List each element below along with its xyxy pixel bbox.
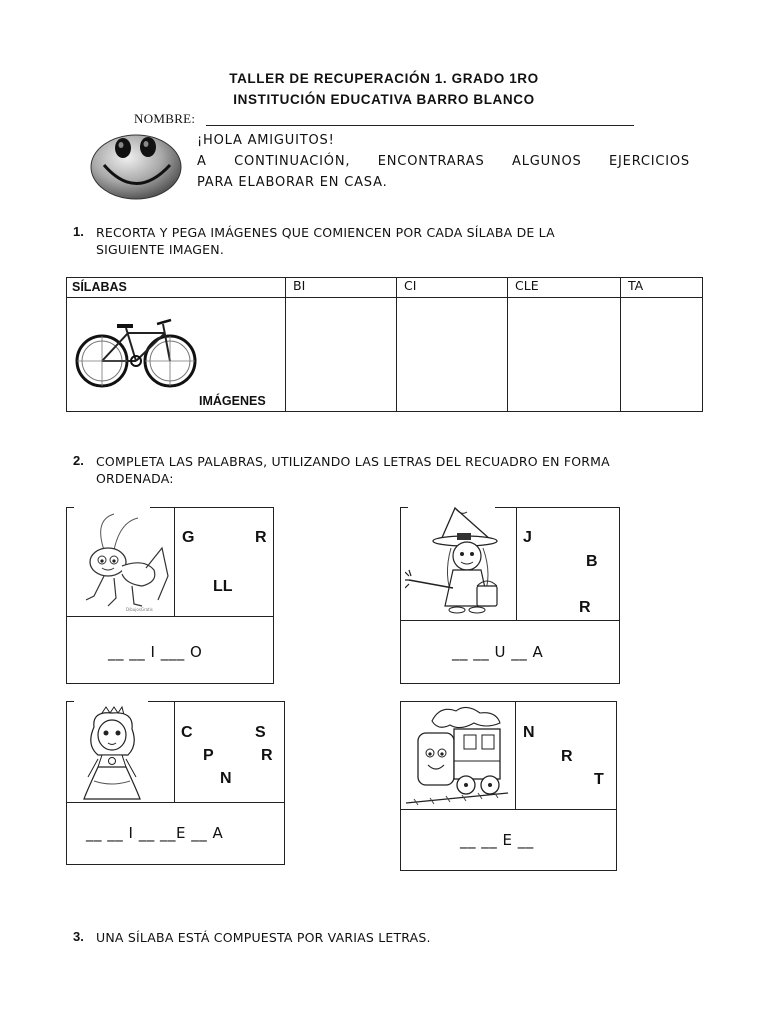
question-3-number: 3. bbox=[73, 929, 84, 944]
box-4-letter-r: R bbox=[561, 748, 573, 765]
syllable-cell-bi bbox=[286, 278, 397, 298]
box-4-letter-n: N bbox=[523, 724, 535, 741]
box-2-word-blanks[interactable]: __ __ U __ A bbox=[452, 643, 544, 661]
box-1-letter-r: R bbox=[255, 529, 267, 546]
box-2-letter-r: R bbox=[579, 599, 591, 616]
syllable-cell-ta bbox=[621, 278, 703, 298]
syllable-ta: TA bbox=[628, 278, 644, 293]
paste-cell-ci[interactable] bbox=[397, 298, 508, 412]
syllable-cle: CLE bbox=[515, 278, 539, 293]
paste-cell-ta[interactable] bbox=[621, 298, 703, 412]
syllable-bi: BI bbox=[293, 278, 306, 293]
box-1-letter-g: G bbox=[182, 529, 195, 546]
bicycle-image-cell bbox=[67, 298, 286, 412]
syllable-ci: CI bbox=[404, 278, 417, 293]
box-1-letter-ll: LL bbox=[213, 578, 233, 595]
box-3-word-blanks[interactable]: __ __ I __ __E __ A bbox=[86, 824, 224, 842]
svg-text:DibujosGratis: DibujosGratis bbox=[126, 607, 153, 612]
witch-icon bbox=[405, 506, 513, 616]
box-2-letter-b: B bbox=[586, 553, 598, 570]
paste-cell-cle[interactable] bbox=[508, 298, 621, 412]
syllables-table bbox=[66, 277, 703, 412]
syllable-cell-ci bbox=[397, 278, 508, 298]
name-line[interactable] bbox=[206, 125, 634, 126]
box-3-letter-p: P bbox=[203, 747, 214, 764]
intro-line-1: A CONTINUACIÓN, ENCONTRARAS ALGUNOS EJERCICIOS bbox=[197, 154, 690, 169]
box-4-letter-t: T bbox=[594, 771, 604, 788]
box-1-word-blanks[interactable]: __ __ I ___ O bbox=[108, 643, 203, 661]
question-3-text: UNA SÍLABA ESTÁ COMPUESTA POR VARIAS LETRAS. bbox=[96, 930, 431, 945]
box-2-letter-j: J bbox=[523, 529, 532, 546]
smiley-face-icon bbox=[88, 130, 184, 202]
bicycle-icon bbox=[73, 316, 199, 390]
intro-line-2: PARA ELABORAR EN CASA. bbox=[197, 175, 388, 190]
question-2-text-line-2: ORDENADA: bbox=[96, 471, 174, 486]
greeting-text: ¡HOLA AMIGUITOS! bbox=[197, 133, 335, 148]
syllables-header-cell bbox=[67, 278, 286, 298]
box-3-letter-r: R bbox=[261, 747, 273, 764]
grasshopper-icon bbox=[74, 510, 172, 612]
images-label: IMÁGENES bbox=[199, 394, 266, 408]
question-1-number: 1. bbox=[73, 224, 84, 239]
question-2-number: 2. bbox=[73, 453, 84, 468]
paste-cell-bi[interactable] bbox=[286, 298, 397, 412]
train-icon bbox=[404, 703, 512, 807]
box-3-letter-s: S bbox=[255, 724, 266, 741]
box-3-letter-n: N bbox=[220, 770, 232, 787]
question-2-text-line-1: COMPLETA LAS PALABRAS, UTILIZANDO LAS LETRAS DEL RECUADRO EN FORMA bbox=[96, 454, 610, 469]
box-4-word-blanks[interactable]: __ __ E __ bbox=[460, 831, 534, 849]
question-1-text-line-1: RECORTA Y PEGA IMÁGENES QUE COMIENCEN POR CADA SÍLABA DE LA bbox=[96, 225, 555, 240]
school-name: INSTITUCIÓN EDUCATIVA BARRO BLANCO bbox=[233, 92, 535, 107]
question-1-text-line-2: SIGUIENTE IMAGEN. bbox=[96, 242, 225, 257]
worksheet-title: TALLER DE RECUPERACIÓN 1. GRADO 1RO bbox=[229, 71, 539, 86]
name-label: NOMBRE: bbox=[134, 111, 196, 126]
syllables-header-label: SÍLABAS bbox=[72, 280, 127, 294]
princess-icon bbox=[80, 705, 144, 801]
box-3-letter-c: C bbox=[181, 724, 193, 741]
syllable-cell-cle bbox=[508, 278, 621, 298]
